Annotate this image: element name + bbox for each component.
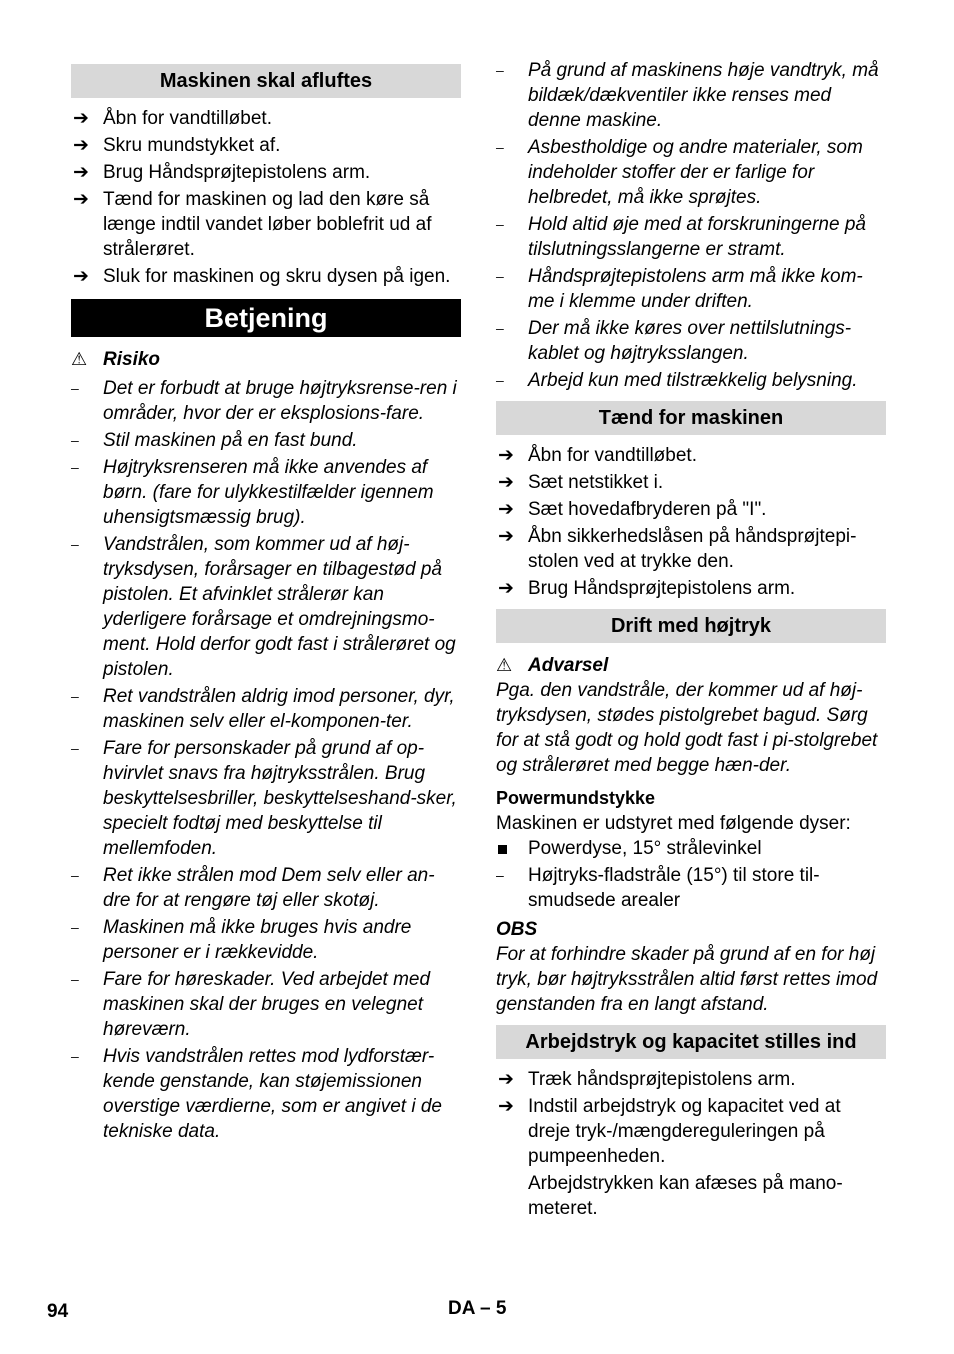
dash-bullet: – (71, 919, 79, 935)
arrow-right-icon: ➔ (498, 445, 514, 466)
bleed-steps (71, 106, 461, 289)
arrow-right-icon: ➔ (498, 1096, 514, 1117)
right-column (496, 58, 886, 1221)
list-item: ➔ Indstil arbejdstryk og kapacitet ved at dreje tryk-/mængdereguleringen på pumpeenheden. (498, 1096, 841, 1167)
pressure-note: Arbejdstrykken kan afæses på mano-meteret. (528, 1173, 843, 1219)
list-item: ➔ Træk håndsprøjtepistolens arm. (498, 1069, 796, 1090)
chapter-title: Betjening (71, 299, 461, 337)
obs-label: OBS (496, 919, 538, 940)
arrow-right-icon: ➔ (498, 472, 514, 493)
list-item: ➔ Sluk for maskinen og skru dysen på igen. (73, 266, 451, 287)
left-column (71, 58, 461, 1146)
section-title-pressure: Arbejdstryk og kapacitet stilles ind (496, 1025, 886, 1059)
dash-bullet: – (496, 320, 504, 336)
list-item: – Hold altid øje med at forskruningerne på tilslutningsslangerne er stramt. (496, 214, 866, 260)
list-item: Powerdyse, 15° strålevinkel (496, 836, 886, 861)
dash-bullet: – (71, 1048, 79, 1064)
list-item: – Det er forbudt at bruge højtryksrense-ren i områder, hvor der er eksplosions-fare. (71, 378, 457, 424)
page-number: 94 (47, 1301, 69, 1322)
list-item: – Arbejd kun med tilstrækkelig belysning. (496, 370, 858, 391)
arrow-right-icon: ➔ (73, 266, 89, 287)
list-item: – Der må ikke køres over nettilslutnings-kablet og højtryksslangen. (496, 318, 852, 364)
dash-bullet: – (71, 380, 79, 396)
list-item: – Højtryks-fladstråle (15°) til store til-smudsede arealer (496, 865, 820, 911)
dash-bullet: – (71, 688, 79, 704)
arrow-right-icon: ➔ (498, 578, 514, 599)
warning-triangle-icon: ⚠ (496, 655, 513, 675)
risk-list-continued (496, 58, 886, 393)
list-item: – Ret vandstrålen aldrig imod personer, dyr, maskinen selv eller el-komponen-ter. (71, 686, 455, 732)
dash-bullet: – (496, 139, 504, 155)
arrow-right-icon: ➔ (73, 162, 89, 183)
dash-bullet: – (496, 372, 504, 388)
list-item: – Hvis vandstrålen rettes mod lydforstær-kende genstande, kan støjemissionen overstige værdierne, som er angivet i de tekniske data. (71, 1046, 442, 1142)
arrow-right-icon: ➔ (498, 1069, 514, 1090)
warning-triangle-icon: ⚠ (71, 349, 88, 369)
dash-bullet: – (71, 459, 79, 475)
section-title-highpressure: Drift med højtryk (496, 609, 886, 643)
obs-text: For at forhindre skader på grund af en for høj tryk, bør højtryksstrålen altid først rettes imod genstanden fra en langt afstand. (496, 944, 878, 1015)
list-item: ➔ Skru mundstykket af. (73, 135, 281, 156)
dash-bullet: – (496, 216, 504, 232)
list-item: ➔ Brug Håndsprøjtepistolens arm. (498, 578, 796, 599)
nozzle-list (496, 836, 886, 913)
list-item: – Asbestholdige og andre materialer, som indeholder stoffer der er farlige for helbredet, må ikke sprøjtes. (496, 137, 863, 208)
dash-bullet: – (71, 971, 79, 987)
list-item: – Stil maskinen på en fast bund. (71, 430, 358, 451)
list-item: ➔ Åbn sikkerhedslåsen på håndsprøjtepi-stolen ved at trykke den. (498, 526, 857, 572)
arrow-right-icon: ➔ (498, 499, 514, 520)
section-title-start: Tænd for maskinen (496, 401, 886, 435)
dash-bullet: – (71, 536, 79, 552)
list-item: – Maskinen må ikke bruges hvis andre personer er i rækkevidde. (71, 917, 412, 963)
list-item: – Højtryksrenseren må ikke anvendes af børn. (fare for ulykkestilfælder igennem uhensigtsmæssig brug). (71, 457, 434, 528)
dash-bullet: – (496, 867, 504, 883)
list-item: ➔ Brug Håndsprøjtepistolens arm. (73, 162, 371, 183)
list-item: – Håndsprøjtepistolens arm må ikke kom-me i klemme under driften. (496, 266, 863, 312)
power-nozzle-heading: Powermundstykke (496, 788, 656, 808)
risk-list (71, 376, 461, 1144)
start-steps (496, 443, 886, 601)
square-bullet (498, 845, 507, 854)
arrow-right-icon: ➔ (73, 189, 89, 210)
list-item: ➔ Åbn for vandtilløbet. (73, 108, 272, 129)
dash-bullet: – (71, 432, 79, 448)
risk-heading: ⚠ Risiko (71, 349, 161, 370)
arrow-right-icon: ➔ (73, 108, 89, 129)
power-intro: Maskinen er udstyret med følgende dyser: (496, 813, 851, 834)
list-item: ➔ Sæt netstikket i. (498, 472, 664, 493)
list-item: – Vandstrålen, som kommer ud af høj-tryksdysen, forårsager en tilbagestød på pistolen. Et afvinklet strålerør kan yderligere forårsage et omdrejningsmo-ment. Hold derfor godt fast i strålerøret og pistolen. (71, 534, 456, 680)
arrow-right-icon: ➔ (498, 526, 514, 547)
list-item: ➔ Sæt hovedafbryderen på "I". (498, 499, 767, 520)
dash-bullet: – (496, 62, 504, 78)
section-title-bleed: Maskinen skal afluftes (71, 64, 461, 98)
list-item: – På grund af maskinens høje vandtryk, må bildæk/dækventiler ikke renses med denne maskine. (496, 60, 879, 131)
arrow-right-icon: ➔ (73, 135, 89, 156)
list-item: – Fare for høreskader. Ved arbejdet med maskinen skal der bruges en velegnet høreværn. (71, 969, 431, 1040)
dash-bullet: – (71, 740, 79, 756)
pressure-steps (496, 1067, 886, 1169)
dash-bullet: – (496, 268, 504, 284)
list-item: – Fare for personskader på grund af op-hvirvlet snavs fra højtryksstrålen. Brug beskyttelsesbriller, beskyttelseshand-sker, specielt fodtøj med beskyttelse til mellemfoden. (71, 738, 457, 859)
language-page-label: DA – 5 (448, 1298, 507, 1319)
warning-text: Pga. den vandstråle, der kommer ud af høj-tryksdysen, stødes pistolgrebet bagud. Sørg for at stå godt og hold godt fast i pi-stolgrebet og strålerøret med begge hæn-der. (496, 680, 878, 776)
warning-heading: ⚠ Advarsel (496, 655, 609, 676)
list-item: – Ret ikke strålen mod Dem selv eller an-dre for at rengøre tøj eller skotøj. (71, 865, 435, 911)
list-item: ➔ Tænd for maskinen og lad den køre så længe indtil vandet løber boblefrit ud af strålerøret. (73, 189, 432, 260)
list-item: ➔ Åbn for vandtilløbet. (498, 445, 697, 466)
dash-bullet: – (71, 867, 79, 883)
